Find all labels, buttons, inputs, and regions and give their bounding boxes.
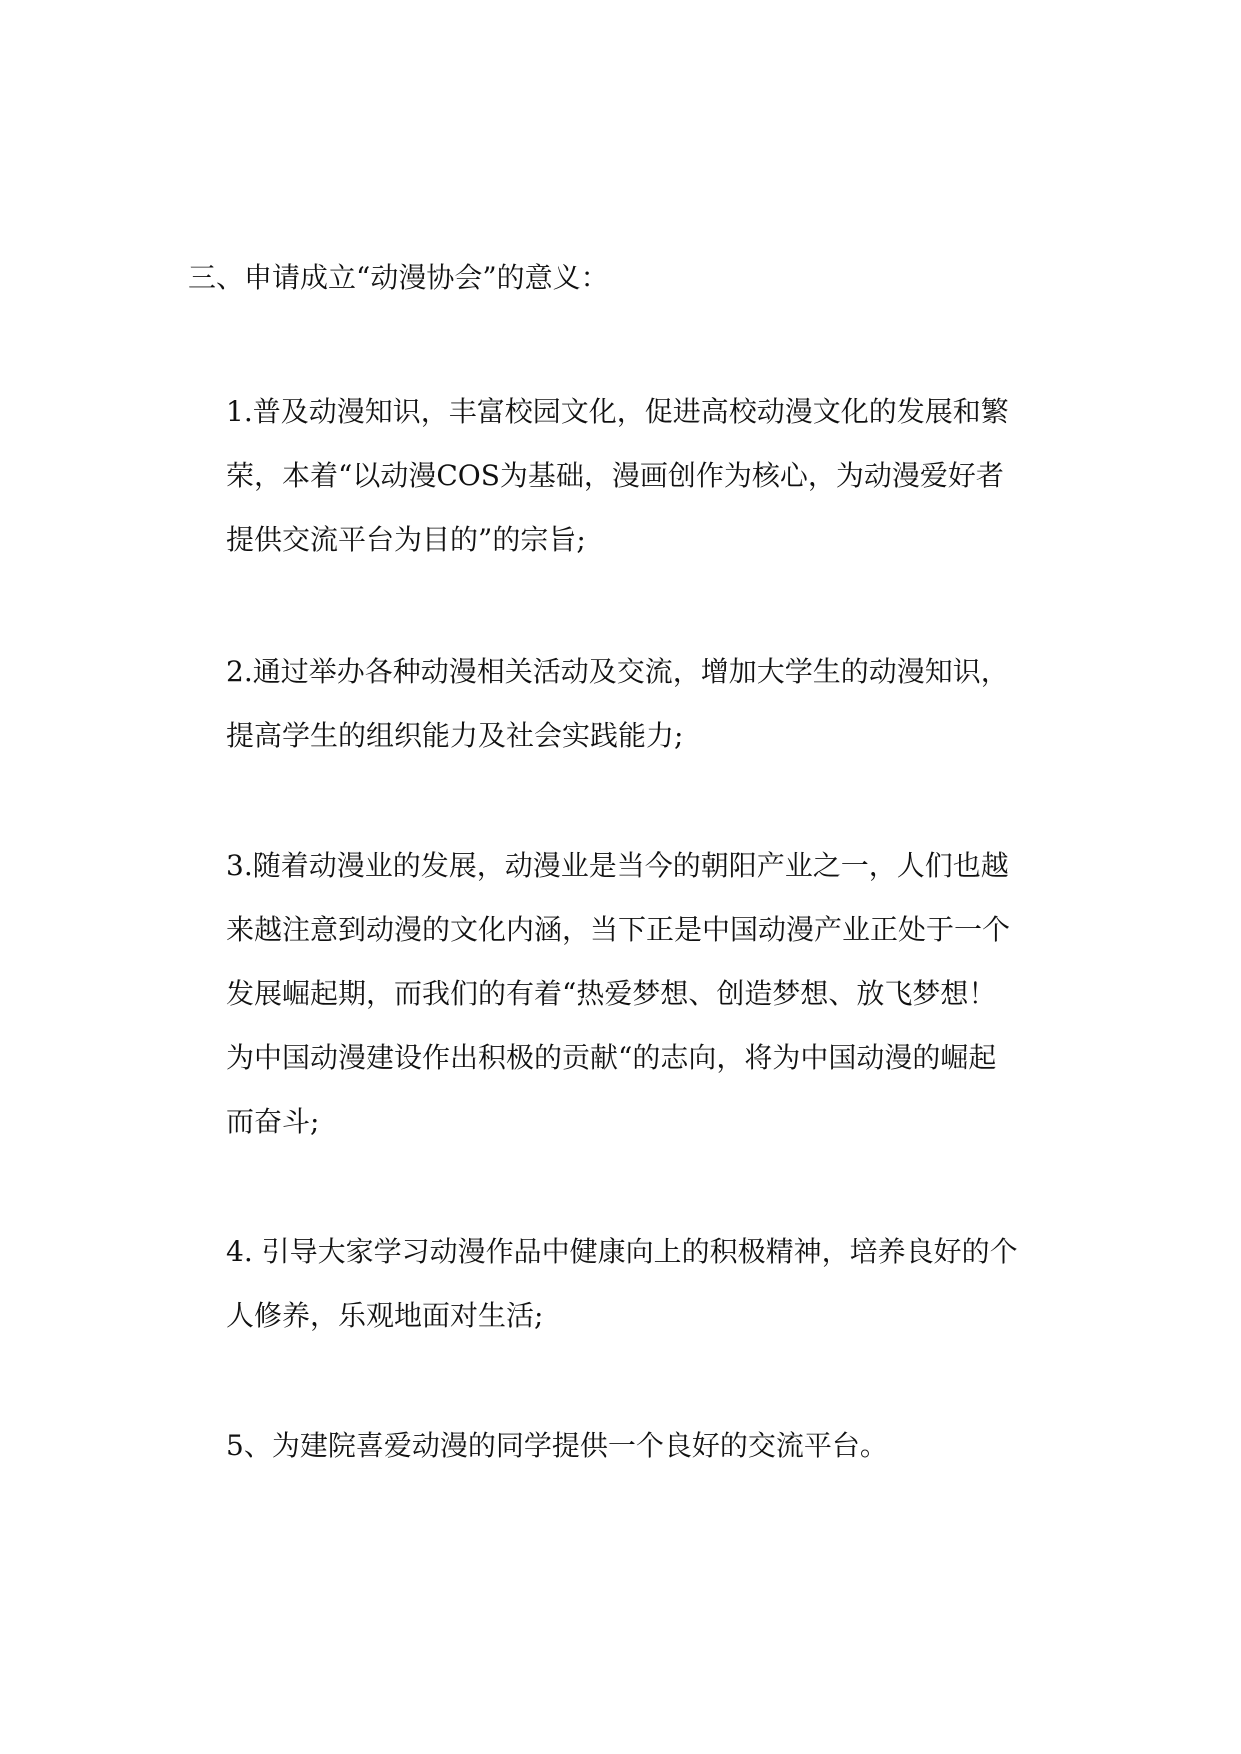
list-item-5	[226, 1414, 1056, 1478]
list-item-3-line-4: 为中国动漫建设作出积极的贡献“的志向，将为中国动漫的崛起	[226, 1041, 997, 1074]
list-item-4	[226, 1220, 1056, 1348]
list-item-1-line-2: 荣，本着“以动漫COS为基础，漫画创作为核心，为动漫爱好者	[226, 459, 1004, 492]
list-item-2	[226, 640, 1056, 768]
list-item-5-line-1: 5、为建院喜爱动漫的同学提供一个良好的交流平台。	[226, 1429, 888, 1462]
list-item-1-line-3: 提供交流平台为目的”的宗旨;	[226, 523, 586, 556]
list-item-1	[226, 380, 1056, 572]
list-item-3-line-2: 来越注意到动漫的文化内涵，当下正是中国动漫产业正处于一个	[226, 913, 1011, 946]
list-item-3	[226, 834, 1056, 1154]
list-item-3-line-3: 发展崛起期，而我们的有着“热爱梦想、创造梦想、放飞梦想！	[226, 977, 997, 1010]
section-heading: 三、申请成立“动漫协会”的意义：	[188, 261, 609, 294]
list-item-3-line-1: 3.随着动漫业的发展，动漫业是当今的朝阳产业之一，人们也越	[226, 849, 1009, 882]
list-item-2-line-2: 提高学生的组织能力及社会实践能力;	[226, 719, 684, 752]
list-item-2-line-1: 2.通过举办各种动漫相关活动及交流，增加大学生的动漫知识，	[226, 655, 1009, 688]
list-item-4-line-1: 4. 引导大家学习动漫作品中健康向上的积极精神，培养良好的个	[226, 1235, 1018, 1268]
list-item-4-line-2: 人修养，乐观地面对生活;	[226, 1299, 544, 1332]
list-item-1-line-1: 1.普及动漫知识，丰富校园文化，促进高校动漫文化的发展和繁	[226, 395, 1009, 428]
list-item-3-line-5: 而奋斗;	[226, 1105, 320, 1138]
